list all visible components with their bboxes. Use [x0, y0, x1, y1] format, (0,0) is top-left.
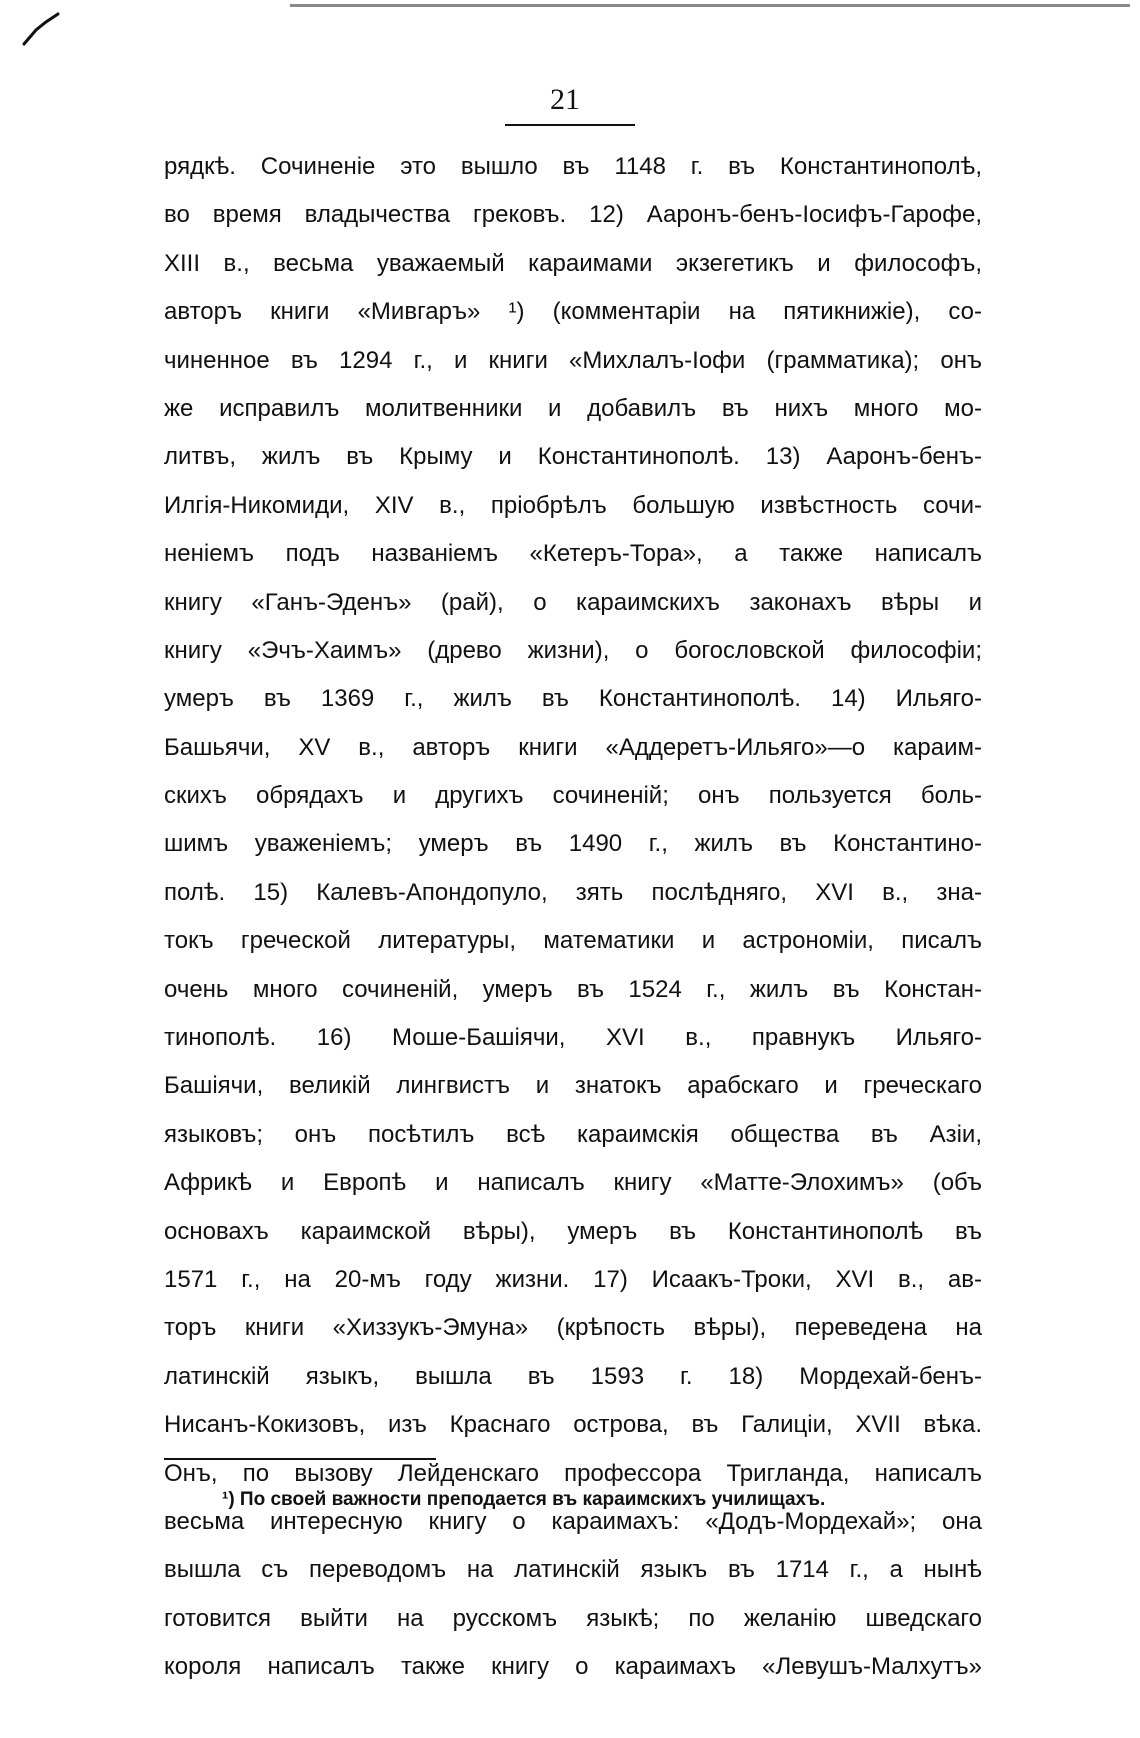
- text-line: 1571 г., на 20-мъ году жизни. 17) Исаакъ-Троки, XVI в., ав-: [164, 1265, 982, 1293]
- text-line: неніемъ подъ названіемъ «Кетеръ-Тора», а также написалъ: [164, 540, 982, 568]
- text-line: основахъ караимской вѣры), умеръ въ Константинополѣ въ: [164, 1217, 982, 1245]
- text-line: шимъ уваженіемъ; умеръ въ 1490 г., жилъ въ Константино-: [164, 830, 982, 858]
- text-line: скихъ обрядахъ и другихъ сочиненій; онъ пользуется боль-: [164, 782, 982, 810]
- text-line: чиненное въ 1294 г., и книги «Михлалъ-Іофи (грамматика); онъ: [164, 346, 982, 374]
- text-line: же исправилъ молитвенники и добавилъ въ нихъ много мо-: [164, 394, 982, 422]
- text-line: тинополѣ. 16) Моше-Башіячи, XVI в., правнукъ Ильяго-: [164, 1024, 982, 1052]
- text-line: торъ книги «Хиззукъ-Эмуна» (крѣпость вѣры), переведена на: [164, 1314, 982, 1342]
- text-line: литвъ, жилъ въ Крыму и Константинополѣ. 13) Ааронъ-бенъ-: [164, 443, 982, 471]
- text-line: короля написалъ также книгу о караимахъ «Левушъ-Малхутъ»: [164, 1653, 982, 1681]
- text-line: очень много сочиненій, умеръ въ 1524 г., жилъ въ Констан-: [164, 975, 982, 1003]
- text-line: книгу «Эчъ-Хаимъ» (древо жизни), о богословской философіи;: [164, 636, 982, 664]
- text-line: латинскій языкъ, вышла въ 1593 г. 18) Мордехай-бенъ-: [164, 1362, 982, 1390]
- text-line: Африкѣ и Европѣ и написалъ книгу «Матте-Элохимъ» (объ: [164, 1169, 982, 1197]
- text-line: авторъ книги «Мивгаръ» ¹) (комментаріи на пятикнижіе), со-: [164, 298, 982, 326]
- text-line: книгу «Ганъ-Эденъ» (рай), о караимскихъ законахъ вѣры и: [164, 588, 982, 616]
- text-line: Онъ, по вызову Лейденскаго профессора Тригланда, написалъ: [164, 1459, 982, 1487]
- scan-artifact-mark: [22, 10, 62, 46]
- text-line: во время владычества грековъ. 12) Ааронъ-бенъ-Іосифъ-Гарофе,: [164, 201, 982, 229]
- footnote-separator: [164, 1458, 436, 1460]
- text-line: Башіячи, великій лингвистъ и знатокъ арабскаго и греческаго: [164, 1072, 982, 1100]
- text-line: языковъ; онъ посѣтилъ всѣ караимскія общества въ Азіи,: [164, 1120, 982, 1148]
- page-number: 21: [550, 83, 580, 116]
- text-line: умеръ въ 1369 г., жилъ въ Константинополѣ. 14) Ильяго-: [164, 685, 982, 713]
- page-top-edge: [290, 4, 1130, 7]
- page-number-underline: [505, 124, 635, 126]
- text-line: вышла съ переводомъ на латинскій языкъ въ 1714 г., а нынѣ: [164, 1556, 982, 1584]
- footnote: ¹) По своей важности преподается въ караимскихъ училищахъ.: [222, 1489, 826, 1510]
- text-line: Нисанъ-Кокизовъ, изъ Краснаго острова, въ Галиціи, XVII вѣка.: [164, 1411, 982, 1439]
- text-line: полѣ. 15) Калевъ-Апондопуло, зять послѣдняго, XVI в., зна-: [164, 878, 982, 906]
- text-line: XIII в., весьма уважаемый караимами экзегетикъ и философъ,: [164, 249, 982, 277]
- text-line: Башьячи, XV в., авторъ книги «Аддеретъ-Ильяго»—о караим-: [164, 733, 982, 761]
- text-line: токъ греческой литературы, математики и астрономіи, писалъ: [164, 927, 982, 955]
- text-line: рядкѣ. Сочиненіе это вышло въ 1148 г. въ Константинополѣ,: [164, 153, 982, 180]
- text-line: Илгія-Никомиди, XIV в., пріобрѣлъ большую извѣстность сочи-: [164, 491, 982, 519]
- text-line: весьма интересную книгу о караимахъ: «Додъ-Мордехай»; она: [164, 1507, 982, 1535]
- text-line: готовится выйти на русскомъ языкѣ; по желанію шведскаго: [164, 1604, 982, 1632]
